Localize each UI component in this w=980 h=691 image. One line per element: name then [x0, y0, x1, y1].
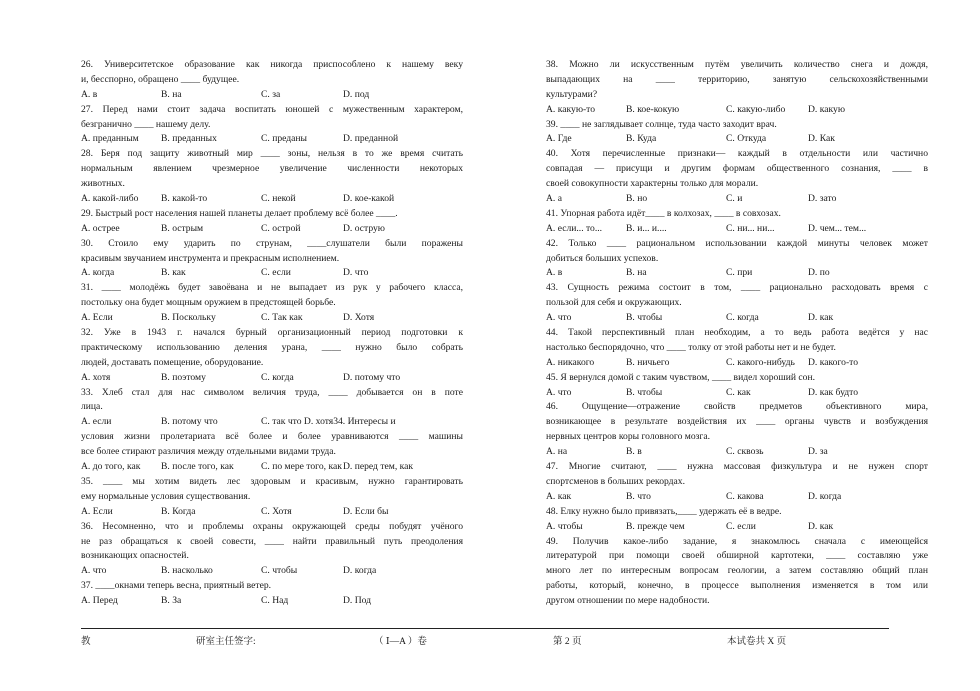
question-27	[81, 103, 463, 148]
answer-option[interactable]: B. потому что	[161, 416, 218, 428]
answer-option[interactable]: D. перед тем, как	[343, 461, 414, 473]
answer-option[interactable]: A. как	[546, 490, 572, 502]
question-text-line: 29. Быстрый рост населения нашей планеты делает проблему всё более ____.	[81, 207, 398, 219]
footer-paper-code: （ Ⅰ—A ）卷	[374, 637, 427, 647]
answer-option[interactable]: A. на	[546, 446, 568, 458]
question-text-line: 43. Сущность режима состоит в том, ____ рационально расходовать время с	[546, 282, 928, 294]
answer-option[interactable]: B. чтобы	[626, 386, 663, 398]
question-text-line: выпадающих на ____ территорию, занятую сельскохозяйственными	[546, 73, 928, 85]
question-32	[81, 326, 463, 386]
question-43	[546, 281, 928, 326]
question-text-line: практическому использованию деления урана, ____ нужно было собрать	[81, 341, 463, 353]
question-30	[81, 237, 463, 282]
answer-option[interactable]: C. когда	[261, 371, 294, 383]
question-38	[546, 58, 928, 118]
answer-option[interactable]: D. как будто	[808, 386, 859, 398]
answer-option[interactable]: B. ничьего	[626, 356, 670, 368]
answer-options	[546, 222, 928, 237]
answer-option[interactable]: A. какой-либо	[81, 193, 139, 205]
answer-options	[81, 266, 463, 281]
answer-option[interactable]: B. Куда	[626, 133, 657, 145]
answer-option[interactable]: C. когда	[726, 312, 759, 324]
answer-option[interactable]: D. какую	[808, 103, 845, 115]
answer-options	[546, 445, 928, 460]
answer-option[interactable]: D. как	[808, 312, 834, 324]
answer-option[interactable]: D. когда	[808, 490, 842, 502]
question-text-line: 27. Перед нами стоит задача воспитать юношей с мужественным характером,	[81, 103, 463, 115]
answer-option[interactable]: D. преданной	[343, 133, 399, 145]
answer-option[interactable]: C. ни... ни...	[726, 222, 775, 234]
answer-option[interactable]: B. прежде чем	[626, 520, 685, 532]
answer-option[interactable]: C. острой	[261, 222, 301, 234]
answer-option[interactable]: B. чтобы	[626, 312, 663, 324]
question-text-line: настолько беспорядочно, что ____ толку от этой работы нет и не будет.	[546, 341, 836, 353]
answer-option[interactable]: D. зато	[808, 193, 837, 205]
answer-options	[81, 371, 463, 386]
footer-total-pages: 本试卷共 X 页	[727, 637, 787, 647]
answer-option[interactable]: C. некой	[261, 193, 296, 205]
answer-option[interactable]: B. что	[626, 490, 651, 502]
question-text-line: не раз обращаться к своей совести, ____ найти правильный путь преодоления	[81, 535, 463, 547]
answer-option[interactable]: B. За	[161, 595, 182, 607]
answer-option[interactable]: A. в	[81, 88, 98, 100]
question-33	[81, 386, 463, 431]
answer-option[interactable]: D. Под	[343, 595, 372, 607]
answer-option[interactable]: C. Так как	[261, 312, 303, 324]
answer-option[interactable]: A. преданным	[81, 133, 139, 145]
question-text-line: людей, доставать помещение, оборудование.	[81, 356, 264, 368]
question-text-line: животных.	[81, 178, 125, 190]
answer-option[interactable]: A. Если	[81, 312, 113, 324]
answer-option[interactable]: A. острее	[81, 222, 120, 234]
question-26	[81, 58, 463, 103]
question-text-line: совпадая — присущи и другим формам общественного сознания, ____ в	[546, 163, 928, 175]
question-39	[546, 118, 928, 148]
answer-option[interactable]: C. какого-нибудь	[726, 356, 795, 368]
answer-option[interactable]: A. до того, как	[81, 461, 141, 473]
answer-options	[81, 132, 463, 147]
answer-option[interactable]: A. если... то...	[546, 222, 603, 234]
question-text-line: 44. Такой перспективный план необходим, а то ведь работа ведётся у нас	[546, 327, 928, 339]
answer-option[interactable]: A. какую-то	[546, 103, 596, 115]
question-35	[81, 475, 463, 520]
answer-option[interactable]: D. под	[343, 88, 370, 100]
question-text-line: 32. Уже в 1943 г. начался бурный организационный период подготовки к	[81, 327, 463, 339]
answer-options	[546, 132, 928, 147]
answer-option[interactable]: D. за	[808, 446, 828, 458]
answer-option[interactable]: A. что	[81, 565, 107, 577]
answer-option[interactable]: C. если	[261, 267, 291, 279]
answer-option[interactable]: D. Как	[808, 133, 835, 145]
question-text-line: добиться больших успехов.	[546, 252, 659, 264]
question-46	[546, 400, 928, 460]
question-44	[546, 326, 928, 371]
answer-option[interactable]: D. Если бы	[343, 505, 389, 517]
question-text-line: другом отношении по мере надобности.	[546, 595, 710, 607]
question-text-line: условия жизни пролетариата всё более и более уравниваются ____ машины	[81, 431, 463, 443]
answer-option[interactable]: A. хотя	[81, 371, 111, 383]
question-40	[546, 147, 928, 207]
left-question-column	[81, 58, 463, 609]
answer-option[interactable]: C. при	[726, 267, 753, 279]
answer-option[interactable]: A. Если	[81, 505, 113, 517]
question-text-line: много лет по интересным вопросам геологии, а затем составляю общий план	[546, 565, 928, 577]
answer-option[interactable]: C. какую-либо	[726, 103, 786, 115]
answer-option[interactable]: A. когда	[81, 267, 115, 279]
answer-options	[546, 386, 928, 401]
question-text-line: возникающих опасностей.	[81, 550, 189, 562]
question-42	[546, 237, 928, 282]
question-31	[81, 281, 463, 326]
question-text-line: возникающее в результате воздействия их ____ органы чувств и возбуждения	[546, 416, 928, 428]
answer-option[interactable]: C. так что D. хотя34. Интересы и	[261, 416, 396, 428]
question-36	[81, 520, 463, 580]
question-text-line: 47. Многие считают, ____ нужна массовая физкультура и не нужен спорт	[546, 461, 928, 473]
answer-option[interactable]: A. что	[546, 312, 572, 324]
question-45	[546, 371, 928, 401]
answer-option[interactable]: D. Хотя	[343, 312, 375, 324]
answer-option[interactable]: C. преданы	[261, 133, 307, 145]
question-text-line: нормальным явлением чрезмерное увеличение численности некоторых	[81, 163, 463, 175]
answer-options	[546, 356, 928, 371]
question-text-line: 49. Получив какое-либо задание, я знакомлюсь сначала с имеющейся	[546, 535, 928, 547]
question-text-line: 28. Беря под защиту животный мир ____ зоны, нельзя в то же время считать	[81, 148, 463, 160]
answer-option[interactable]: C. если	[726, 520, 756, 532]
answer-option[interactable]: C. Над	[261, 595, 289, 607]
answer-option[interactable]: C. за	[261, 88, 281, 100]
question-text-line: нервных центров коры головного мозга.	[546, 431, 711, 443]
answer-option[interactable]: A. Где	[546, 133, 572, 145]
answer-option[interactable]: B. и... и....	[626, 222, 667, 234]
answer-option[interactable]: A. никакого	[546, 356, 595, 368]
question-text-line: 45. Я вернулся домой с таким чувством, ____ видел хороший сон.	[546, 371, 815, 383]
question-text-line: 39. ____ не заглядывает солнце, туда часто заходит врач.	[546, 118, 777, 130]
question-text-line: своей совокупности характерны только для морали.	[546, 178, 759, 190]
answer-options	[546, 103, 928, 118]
question-text-line: пользой для себя и окружающих.	[546, 297, 682, 309]
question-text-line: 30. Стоило ему ударить по струнам, ____слушатели были поражены	[81, 237, 463, 249]
answer-option[interactable]: C. и	[726, 193, 743, 205]
right-question-column	[546, 58, 928, 609]
answer-option[interactable]: B. острым	[161, 222, 204, 234]
question-text-line: ему нормальные условия существования.	[81, 490, 251, 502]
answer-option[interactable]: C. какова	[726, 490, 764, 502]
answer-option[interactable]: A. Перед	[81, 595, 118, 607]
answer-option[interactable]: B. Когда	[161, 505, 196, 517]
question-text-line: все более стирают различия между отдельными видами труда.	[81, 446, 336, 458]
answer-option[interactable]: B. но	[626, 193, 648, 205]
answer-options	[81, 192, 463, 207]
question-47	[546, 460, 928, 505]
question-text-line: 41. Упорная работа идёт____ в колхозах, ____ в совхозах.	[546, 207, 781, 219]
footer-rule	[81, 628, 889, 629]
answer-option[interactable]: C. Откуда	[726, 133, 767, 145]
question-34	[81, 430, 463, 475]
answer-options	[81, 88, 463, 103]
answer-options	[546, 520, 928, 535]
answer-option[interactable]: A. в	[546, 267, 563, 279]
answer-option[interactable]: A. а	[546, 193, 562, 205]
question-37	[81, 579, 463, 609]
answer-options	[81, 505, 463, 520]
footer-page-number: 第 2 页	[553, 637, 582, 647]
answer-option[interactable]: B. как	[161, 267, 186, 279]
answer-option[interactable]: C. по мере того, как	[261, 461, 342, 473]
answer-options	[81, 415, 463, 430]
answer-option[interactable]: D. когда	[343, 565, 377, 577]
answer-option[interactable]: B. на	[626, 267, 647, 279]
question-28	[81, 147, 463, 207]
footer-left-label: 教	[81, 637, 91, 647]
answer-option[interactable]: B. какой-то	[161, 193, 208, 205]
answer-option[interactable]: C. чтобы	[261, 565, 298, 577]
question-29	[81, 207, 463, 237]
answer-options	[81, 311, 463, 326]
question-text-line: культурами?	[546, 88, 598, 100]
question-text-line: лица.	[81, 401, 103, 413]
question-text-line: литературой при помощи своей обширной картотеки, ____ составляю уже	[546, 550, 928, 562]
answer-option[interactable]: B. насколько	[161, 565, 213, 577]
answer-options	[546, 311, 928, 326]
answer-option[interactable]: D. какого-то	[808, 356, 859, 368]
answer-option[interactable]: B. в	[626, 446, 642, 458]
question-text-line: постольку она будет мощным оружием в предстоящей борьбе.	[81, 297, 336, 309]
question-text-line: 42. Только ____ рациональном использовании каждой минуты человек может	[546, 237, 928, 249]
answer-option[interactable]: B. преданных	[161, 133, 217, 145]
answer-option[interactable]: B. после того, как	[161, 461, 234, 473]
answer-options	[546, 192, 928, 207]
question-49	[546, 535, 928, 609]
answer-option[interactable]: C. Хотя	[261, 505, 292, 517]
answer-option[interactable]: A. чтобы	[546, 520, 583, 532]
answer-option[interactable]: D. как	[808, 520, 834, 532]
answer-options	[81, 460, 463, 475]
answer-option[interactable]: D. острую	[343, 222, 385, 234]
answer-option[interactable]: B. кое-кокую	[626, 103, 680, 115]
question-text-line: и, бесспорно, обращено ____ будущее.	[81, 73, 240, 85]
answer-option[interactable]: D. чем... тем...	[808, 222, 867, 234]
question-text-line: 31. ____ молодёжь будет завоёвана и не выпадает из рук у рабочего класса,	[81, 282, 463, 294]
answer-option[interactable]: A. если	[81, 416, 112, 428]
question-48	[546, 505, 928, 535]
footer-signature-label: 研室主任签字:	[196, 637, 256, 647]
answer-option[interactable]: B. Поскольку	[161, 312, 216, 324]
answer-option[interactable]: C. сквозь	[726, 446, 764, 458]
question-text-line: спортсменов в больших рекордах.	[546, 475, 686, 487]
question-41	[546, 207, 928, 237]
answer-options	[546, 266, 928, 281]
question-text-line: 40. Хотя перечисленные признаки— каждый в отдельности или частично	[546, 148, 928, 160]
question-text-line: 33. Хлеб стал для нас символом величия труда, ____ добывается он в поте	[81, 386, 463, 398]
question-text-line: 36. Несомненно, что и проблемы охраны окружающей среды побудят учёного	[81, 520, 463, 532]
answer-option[interactable]: A. что	[546, 386, 572, 398]
answer-option[interactable]: B. на	[161, 88, 182, 100]
answer-option[interactable]: D. потому что	[343, 371, 401, 383]
answer-options	[81, 594, 463, 609]
question-text-line: 38. Можно ли искусственным путём увеличить количество снега и дождя,	[546, 59, 928, 70]
question-text-line: 26. Университетское образование как никогда приспособлено к нашему веку	[81, 59, 463, 70]
question-text-line: 46. Ощущение—отражение свойств предметов объективного мира,	[546, 401, 928, 413]
answer-option[interactable]: D. кое-какой	[343, 193, 395, 205]
answer-options	[546, 490, 928, 505]
answer-option[interactable]: D. что	[343, 267, 369, 279]
answer-option[interactable]: C. как	[726, 386, 751, 398]
question-text-line: 35. ____ мы хотим видеть лес здоровым и красивым, нужно гарантировать	[81, 475, 463, 487]
answer-option[interactable]: B. поэтому	[161, 371, 206, 383]
answer-options	[81, 564, 463, 579]
answer-option[interactable]: D. по	[808, 267, 830, 279]
answer-options	[81, 222, 463, 237]
question-text-line: 48. Елку нужно было привязать,____ удержать её в ведре.	[546, 505, 782, 517]
question-text-line: красивым звучанием инструмента и прекрасным исполнением.	[81, 252, 340, 264]
question-text-line: 37. ____окнами теперь весна, приятный ветер.	[81, 580, 272, 592]
question-text-line: работы, который, конечно, в процессе выполнения изменяется в том или	[546, 580, 928, 592]
question-text-line: безгранично ____ нашему делу.	[81, 118, 211, 130]
